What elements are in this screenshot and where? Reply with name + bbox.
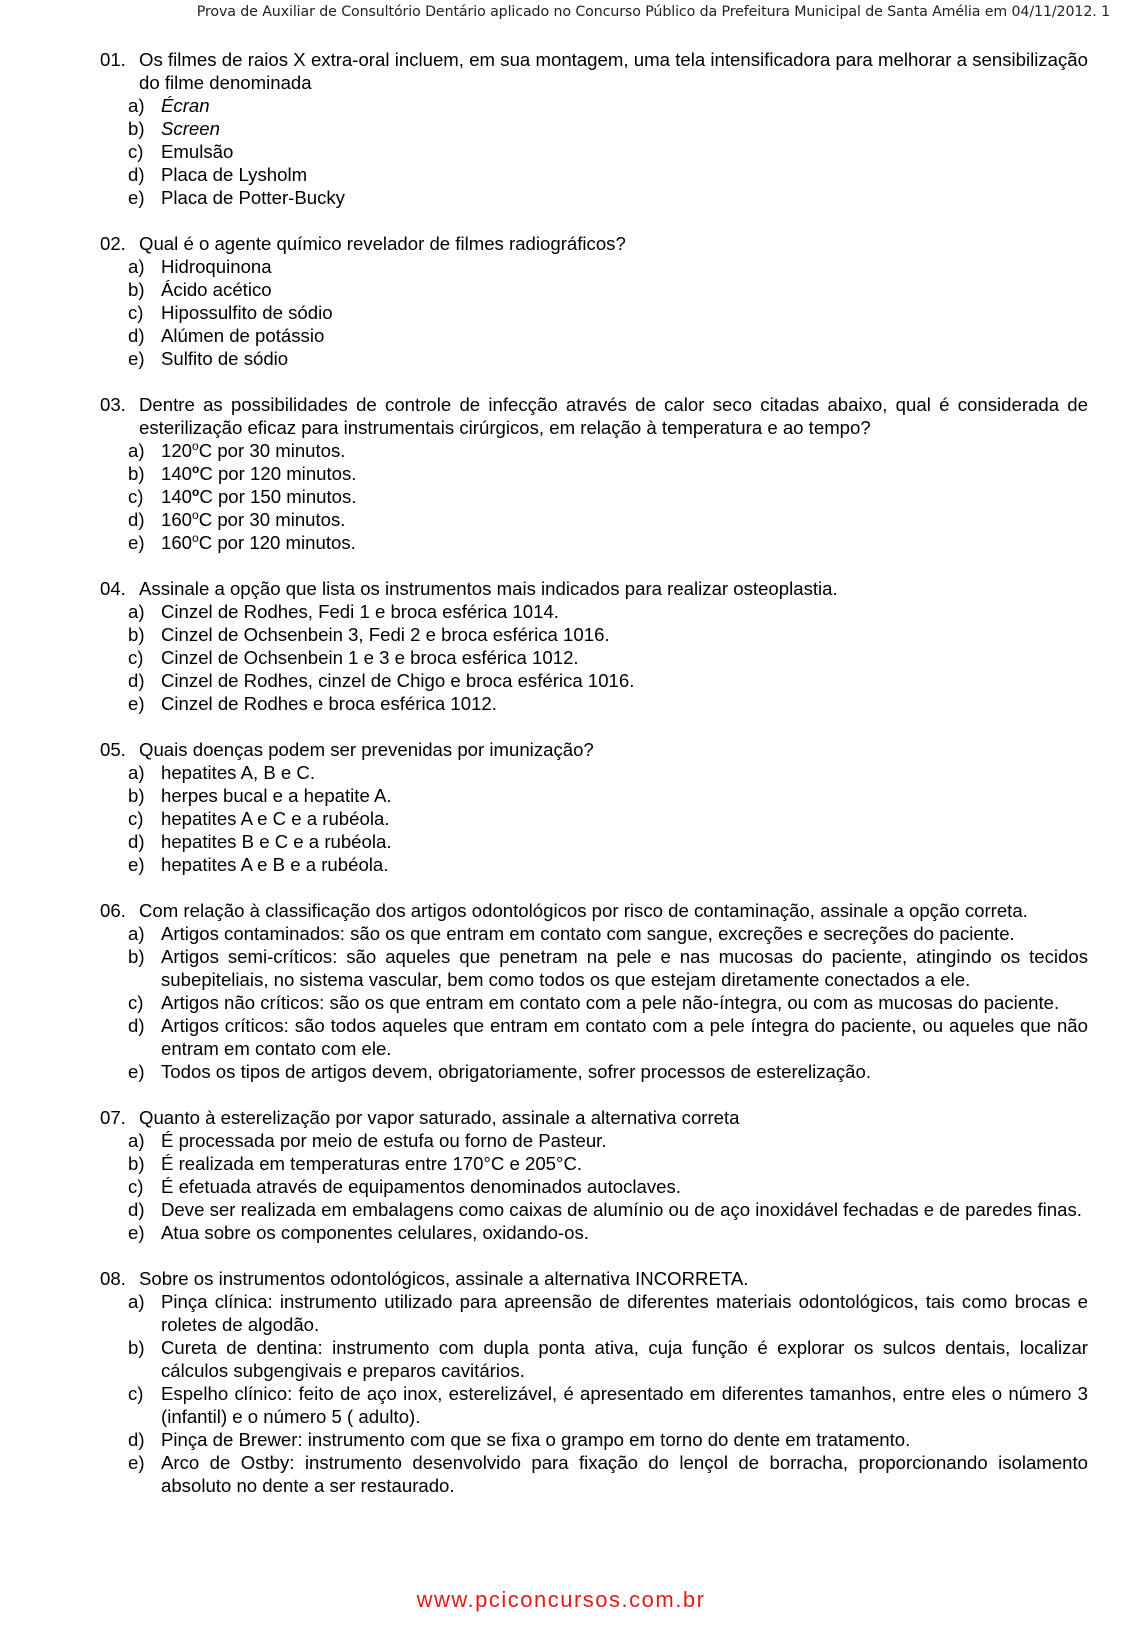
option-text bbox=[161, 485, 1088, 508]
option-b bbox=[100, 278, 1088, 301]
option-text: Alúmen de potássio bbox=[161, 325, 325, 346]
option-text: Cinzel de Ochsenbein 3, Fedi 2 e broca esférica 1016. bbox=[161, 624, 610, 645]
option-letter: e) bbox=[128, 1061, 145, 1082]
option-text bbox=[161, 439, 1088, 462]
option-letter: c) bbox=[128, 808, 144, 829]
option-text: Écran bbox=[161, 95, 210, 116]
question-number: 06. bbox=[100, 900, 126, 921]
option-letter: d) bbox=[128, 1015, 145, 1036]
option-c bbox=[100, 807, 1088, 830]
option-letter: a) bbox=[128, 1130, 145, 1151]
option-a bbox=[100, 761, 1088, 784]
option-text: É processada por meio de estufa ou forno de Pasteur. bbox=[161, 1130, 607, 1151]
question-text: Dentre as possibilidades de controle de infecção através de calor seco citadas abaixo, qual é considerada de esterilização eficaz para instrumentais cirúrgicos, em relação à temperatura e ao tempo? bbox=[139, 394, 1088, 438]
option-a bbox=[100, 1129, 1088, 1152]
option-text: Emulsão bbox=[161, 141, 234, 162]
option-letter: e) bbox=[128, 1452, 145, 1473]
option-b bbox=[100, 462, 1088, 485]
question-number: 03. bbox=[100, 394, 126, 415]
question-text: Os filmes de raios X extra-oral incluem, em sua montagem, uma tela intensificadora para melhorar a sensibilização do filme denominada bbox=[139, 49, 1088, 93]
option-letter: a) bbox=[128, 762, 145, 783]
option-text: Pinça de Brewer: instrumento com que se fixa o grampo em torno do dente em tratamento. bbox=[161, 1429, 911, 1450]
option-text: Pinça clínica: instrumento utilizado para apreensão de diferentes materiais odontológicos, tais como brocas e roletes de algodão. bbox=[161, 1291, 1088, 1335]
question-stem bbox=[100, 48, 1088, 94]
option-text: Cinzel de Rodhes e broca esférica 1012. bbox=[161, 693, 497, 714]
option-text: hepatites A, B e C. bbox=[161, 762, 316, 783]
option-a bbox=[100, 255, 1088, 278]
question-number: 02. bbox=[100, 233, 126, 254]
option-e bbox=[100, 1451, 1088, 1497]
option-letter: b) bbox=[128, 1337, 145, 1358]
option-e bbox=[100, 692, 1088, 715]
option-letter: a) bbox=[128, 95, 145, 116]
option-text: Hipossulfito de sódio bbox=[161, 302, 333, 323]
question-text: Quais doenças podem ser prevenidas por imunização? bbox=[139, 739, 594, 760]
option-letter: a) bbox=[128, 440, 145, 461]
question-03 bbox=[100, 393, 1088, 554]
exam-content bbox=[100, 48, 1088, 1520]
option-text: Hidroquinona bbox=[161, 256, 272, 277]
option-letter: d) bbox=[128, 831, 145, 852]
option-text-rest: C por 150 minutos. bbox=[199, 486, 357, 507]
option-c bbox=[100, 1175, 1088, 1198]
option-text: Screen bbox=[161, 118, 220, 139]
option-letter: c) bbox=[128, 486, 144, 507]
option-letter: b) bbox=[128, 946, 145, 967]
option-text: Sulfito de sódio bbox=[161, 348, 289, 369]
option-a bbox=[100, 922, 1088, 945]
option-letter: e) bbox=[128, 532, 145, 553]
option-a bbox=[100, 1290, 1088, 1336]
option-letter: d) bbox=[128, 164, 145, 185]
option-a bbox=[100, 600, 1088, 623]
option-b bbox=[100, 784, 1088, 807]
question-text: Quanto à esterelização por vapor saturado, assinale a alternativa correta bbox=[139, 1107, 740, 1128]
question-stem bbox=[100, 577, 1088, 600]
footer-url-link[interactable]: www.pciconcursos.com.br bbox=[416, 1587, 706, 1612]
option-text: Cinzel de Rodhes, Fedi 1 e broca esférica 1014. bbox=[161, 601, 559, 622]
option-b bbox=[100, 945, 1088, 991]
option-c bbox=[100, 991, 1088, 1014]
option-letter: b) bbox=[128, 118, 145, 139]
option-letter: a) bbox=[128, 256, 145, 277]
option-e bbox=[100, 531, 1088, 554]
option-b bbox=[100, 1336, 1088, 1382]
question-07 bbox=[100, 1106, 1088, 1244]
question-text: Com relação à classificação dos artigos odontológicos por risco de contaminação, assinale a opção correta. bbox=[139, 900, 1028, 921]
option-text-rest: C por 120 minutos. bbox=[199, 463, 357, 484]
option-c bbox=[100, 301, 1088, 324]
option-letter: b) bbox=[128, 279, 145, 300]
option-e bbox=[100, 186, 1088, 209]
option-d bbox=[100, 1198, 1088, 1221]
option-text: Placa de Potter-Bucky bbox=[161, 187, 345, 208]
question-stem bbox=[100, 232, 1088, 255]
question-05 bbox=[100, 738, 1088, 876]
option-text: Artigos semi-críticos: são aqueles que penetram na pele e nas mucosas do paciente, atingindo os tecidos subepiteliais, no sistema vascular, bem como todos os que estejam diretamente conectados a ele. bbox=[161, 946, 1088, 990]
question-stem bbox=[100, 1106, 1088, 1129]
temperature-value: 140 bbox=[161, 463, 193, 484]
option-text-rest: C por 30 minutos. bbox=[198, 509, 346, 530]
option-letter: c) bbox=[128, 647, 144, 668]
option-letter: e) bbox=[128, 854, 145, 875]
option-d bbox=[100, 508, 1088, 531]
question-06 bbox=[100, 899, 1088, 1083]
option-b bbox=[100, 1152, 1088, 1175]
option-text: É realizada em temperaturas entre 170°C e 205°C. bbox=[161, 1153, 583, 1174]
option-letter: d) bbox=[128, 1429, 145, 1450]
question-number: 07. bbox=[100, 1107, 126, 1128]
question-stem bbox=[100, 1267, 1088, 1290]
option-text: Artigos contaminados: são os que entram em contato com sangue, excreções e secreções do paciente. bbox=[161, 923, 1015, 944]
option-letter: e) bbox=[128, 187, 145, 208]
question-number: 01. bbox=[100, 49, 126, 70]
option-b bbox=[100, 623, 1088, 646]
option-letter: e) bbox=[128, 693, 145, 714]
option-text: hepatites B e C e a rubéola. bbox=[161, 831, 392, 852]
question-text: Sobre os instrumentos odontológicos, assinale a alternativa INCORRETA. bbox=[139, 1268, 749, 1289]
option-text: hepatites A e B e a rubéola. bbox=[161, 854, 389, 875]
option-text: Ácido acético bbox=[161, 279, 272, 300]
option-letter: a) bbox=[128, 923, 145, 944]
option-letter: b) bbox=[128, 463, 145, 484]
option-text: herpes bucal e a hepatite A. bbox=[161, 785, 392, 806]
option-text: Artigos não críticos: são os que entram em contato com a pele não-íntegra, ou com as mucosas do paciente. bbox=[161, 992, 1060, 1013]
option-text-rest: C por 120 minutos. bbox=[198, 532, 356, 553]
option-letter: e) bbox=[128, 348, 145, 369]
option-e bbox=[100, 1221, 1088, 1244]
option-letter: a) bbox=[128, 601, 145, 622]
degree-symbol: o bbox=[192, 508, 199, 522]
option-d bbox=[100, 1014, 1088, 1060]
option-text bbox=[161, 508, 1088, 531]
option-text: Arco de Ostby: instrumento desenvolvido para fixação do lençol de borracha, proporcionando isolamento absoluto no dente a ser restaurado. bbox=[161, 1452, 1088, 1496]
option-text: Cinzel de Rodhes, cinzel de Chigo e broca esférica 1016. bbox=[161, 670, 635, 691]
question-01 bbox=[100, 48, 1088, 209]
question-04 bbox=[100, 577, 1088, 715]
question-number: 04. bbox=[100, 578, 126, 599]
question-stem bbox=[100, 393, 1088, 439]
option-a bbox=[100, 94, 1088, 117]
temperature-value: 160 bbox=[161, 532, 193, 553]
option-text: É efetuada através de equipamentos denominados autoclaves. bbox=[161, 1176, 681, 1197]
option-text: Placa de Lysholm bbox=[161, 164, 308, 185]
option-letter: d) bbox=[128, 1199, 145, 1220]
temperature-value: 140 bbox=[161, 486, 193, 507]
question-number: 08. bbox=[100, 1268, 126, 1289]
temperature-value: 160 bbox=[161, 509, 193, 530]
option-text: Atua sobre os componentes celulares, oxidando-os. bbox=[161, 1222, 589, 1243]
question-text: Assinale a opção que lista os instrumentos mais indicados para realizar osteoplastia. bbox=[139, 578, 838, 599]
option-text: Espelho clínico: feito de aço inox, esterelizável, é apresentado em diferentes tamanhos, entre eles o número 3 (infantil) e o número 5 ( adulto). bbox=[161, 1383, 1088, 1427]
option-d bbox=[100, 669, 1088, 692]
degree-symbol: o bbox=[192, 462, 200, 476]
option-e bbox=[100, 347, 1088, 370]
option-letter: c) bbox=[128, 1176, 144, 1197]
option-d bbox=[100, 1428, 1088, 1451]
question-stem bbox=[100, 899, 1088, 922]
option-letter: e) bbox=[128, 1222, 145, 1243]
option-e bbox=[100, 1060, 1088, 1083]
option-b bbox=[100, 117, 1088, 140]
option-letter: c) bbox=[128, 992, 144, 1013]
option-letter: d) bbox=[128, 325, 145, 346]
option-letter: c) bbox=[128, 1383, 144, 1404]
question-08 bbox=[100, 1267, 1088, 1497]
option-letter: d) bbox=[128, 509, 145, 530]
option-c bbox=[100, 140, 1088, 163]
degree-symbol: o bbox=[192, 439, 199, 453]
temperature-value: 120 bbox=[161, 440, 193, 461]
question-number: 05. bbox=[100, 739, 126, 760]
option-c bbox=[100, 646, 1088, 669]
option-e bbox=[100, 853, 1088, 876]
degree-symbol: o bbox=[192, 531, 199, 545]
option-letter: b) bbox=[128, 785, 145, 806]
option-text: hepatites A e C e a rubéola. bbox=[161, 808, 390, 829]
option-d bbox=[100, 163, 1088, 186]
option-text: Deve ser realizada em embalagens como caixas de alumínio ou de aço inoxidável fechadas e de paredes finas. bbox=[161, 1199, 1082, 1220]
option-letter: c) bbox=[128, 141, 144, 162]
option-text: Cureta de dentina: instrumento com dupla ponta ativa, cuja função é explorar os sulcos dentais, localizar cálculos subgengivais e preparos cavitários. bbox=[161, 1337, 1088, 1381]
option-letter: a) bbox=[128, 1291, 145, 1312]
option-letter: d) bbox=[128, 670, 145, 691]
question-02 bbox=[100, 232, 1088, 370]
question-text: Qual é o agente químico revelador de filmes radiográficos? bbox=[139, 233, 626, 254]
option-letter: b) bbox=[128, 1153, 145, 1174]
option-d bbox=[100, 830, 1088, 853]
option-letter: b) bbox=[128, 624, 145, 645]
option-text: Cinzel de Ochsenbein 1 e 3 e broca esférica 1012. bbox=[161, 647, 579, 668]
question-stem bbox=[100, 738, 1088, 761]
page-header: Prova de Auxiliar de Consultório Dentário aplicado no Concurso Público da Prefeitura Municipal de Santa Amélia em 04/11/2012. 1 bbox=[196, 4, 1110, 20]
option-text-rest: C por 30 minutos. bbox=[198, 440, 346, 461]
option-text: Todos os tipos de artigos devem, obrigatoriamente, sofrer processos de esterelização. bbox=[161, 1061, 872, 1082]
option-c bbox=[100, 1382, 1088, 1428]
option-letter: c) bbox=[128, 302, 144, 323]
option-text: Artigos críticos: são todos aqueles que entram em contato com a pele íntegra do paciente, ou aqueles que não entram em contato com ele. bbox=[161, 1015, 1088, 1059]
degree-symbol: o bbox=[192, 485, 200, 499]
option-text bbox=[161, 462, 1088, 485]
option-a bbox=[100, 439, 1088, 462]
option-text bbox=[161, 531, 1088, 554]
option-c bbox=[100, 485, 1088, 508]
option-d bbox=[100, 324, 1088, 347]
